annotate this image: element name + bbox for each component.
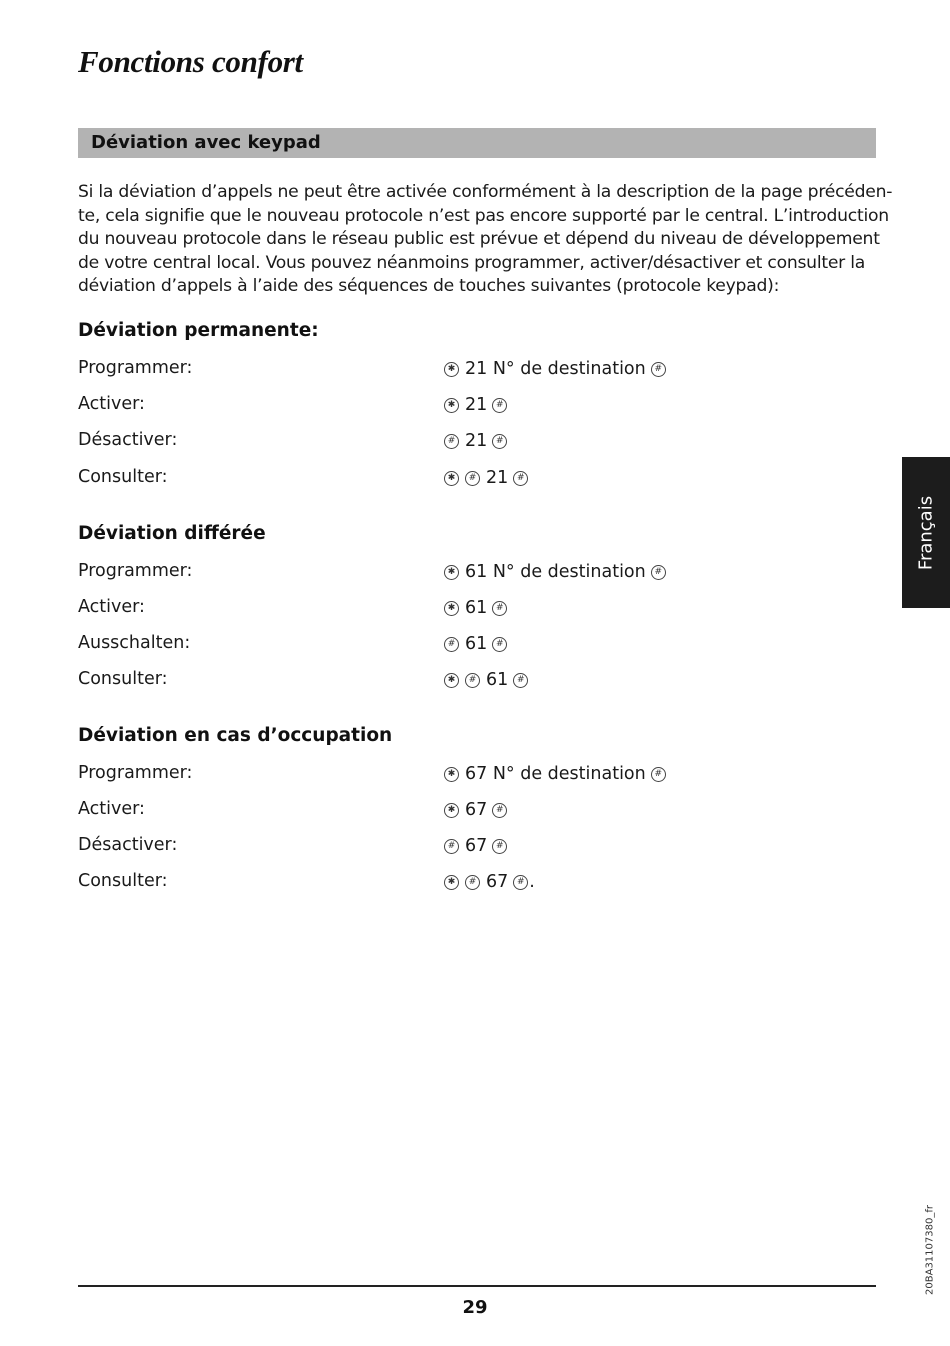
row-label: Programmer: xyxy=(78,358,193,378)
star-key-icon: ✱ xyxy=(444,673,459,688)
row-label: Programmer: xyxy=(78,763,193,783)
key-sequence xyxy=(444,394,507,416)
intro-line: déviation d’appels à l’aide des séquences de touches suivantes (protocole keypad): xyxy=(78,276,780,296)
code-row xyxy=(78,430,778,454)
document-code: 20BA31107380_fr xyxy=(924,1205,936,1295)
hash-key-icon: # xyxy=(444,434,459,449)
star-key-icon: ✱ xyxy=(444,875,459,890)
language-tab-label: Français xyxy=(915,495,937,570)
hash-key-icon: # xyxy=(465,673,480,688)
row-label: Consulter: xyxy=(78,669,168,689)
hash-key-icon: # xyxy=(492,434,507,449)
key-sequence xyxy=(444,669,528,691)
code-row xyxy=(78,597,778,621)
intro-line: te, cela signifie que le nouveau protocole n’est pas encore supporté par le central. L’introduction xyxy=(78,205,889,226)
code-row xyxy=(78,467,778,491)
key-sequence xyxy=(444,633,507,655)
code-row xyxy=(78,763,778,787)
row-label: Activer: xyxy=(78,799,145,819)
star-key-icon: ✱ xyxy=(444,471,459,486)
star-key-icon: ✱ xyxy=(444,565,459,580)
row-label: Désactiver: xyxy=(78,835,178,855)
language-tab xyxy=(902,457,950,608)
hash-key-icon: # xyxy=(492,637,507,652)
intro-line: du nouveau protocole dans le réseau public est prévue et dépend du niveau de développement xyxy=(78,229,880,249)
key-sequence xyxy=(444,871,535,893)
section-title-delayed: Déviation différée xyxy=(78,523,266,544)
row-label: Désactiver: xyxy=(78,430,178,450)
hash-key-icon: # xyxy=(492,398,507,413)
code-row xyxy=(78,799,778,823)
row-label: Activer: xyxy=(78,597,145,617)
code-text: 21 xyxy=(465,431,488,451)
star-key-icon: ✱ xyxy=(444,362,459,377)
code-row xyxy=(78,561,778,585)
code-text: 61 N° de destination xyxy=(465,562,646,582)
star-key-icon: ✱ xyxy=(444,767,459,782)
hash-key-icon: # xyxy=(492,601,507,616)
hash-key-icon: # xyxy=(513,471,528,486)
code-row xyxy=(78,394,778,418)
code-row xyxy=(78,633,778,657)
sequence-period: . xyxy=(529,872,535,892)
key-sequence xyxy=(444,358,666,380)
page-title: Fonctions confort xyxy=(78,44,303,79)
hash-key-icon: # xyxy=(513,673,528,688)
key-sequence xyxy=(444,597,507,619)
code-text: 61 xyxy=(486,670,509,690)
code-text: 67 xyxy=(465,836,488,856)
section-title-busy: Déviation en cas d’occupation xyxy=(78,725,393,746)
row-label: Consulter: xyxy=(78,467,168,487)
hash-key-icon: # xyxy=(651,362,666,377)
code-row xyxy=(78,871,778,895)
key-sequence xyxy=(444,835,507,857)
code-row xyxy=(78,835,778,859)
section-title-permanent: Déviation permanente: xyxy=(78,320,319,341)
hash-key-icon: # xyxy=(444,839,459,854)
code-text: 61 xyxy=(465,598,488,618)
key-sequence xyxy=(444,467,528,489)
code-text: 61 xyxy=(465,634,488,654)
key-sequence xyxy=(444,430,507,452)
page-number: 29 xyxy=(462,1297,488,1318)
code-text: 21 N° de destination xyxy=(465,359,646,379)
hash-key-icon: # xyxy=(444,637,459,652)
hash-key-icon: # xyxy=(651,565,666,580)
intro-line: Si la déviation d’appels ne peut être activée conformément à la description de la page précéden- xyxy=(78,182,893,202)
row-label: Activer: xyxy=(78,394,145,414)
hash-key-icon: # xyxy=(513,875,528,890)
intro-line: de votre central local. Vous pouvez néanmoins programmer, activer/désactiver et consulter la xyxy=(78,252,866,273)
star-key-icon: ✱ xyxy=(444,601,459,616)
code-text: 21 xyxy=(465,395,488,415)
code-text: 67 xyxy=(486,872,509,892)
key-sequence xyxy=(444,561,666,583)
row-label: Programmer: xyxy=(78,561,193,581)
code-text: 67 N° de destination xyxy=(465,764,646,784)
banner-title: Déviation avec keypad xyxy=(91,132,321,153)
intro-paragraph xyxy=(78,181,893,299)
code-row xyxy=(78,669,778,693)
hash-key-icon: # xyxy=(465,471,480,486)
footer-divider xyxy=(78,1285,876,1287)
row-label: Consulter: xyxy=(78,871,168,891)
key-sequence xyxy=(444,763,666,785)
star-key-icon: ✱ xyxy=(444,398,459,413)
section-banner xyxy=(78,128,876,158)
hash-key-icon: # xyxy=(465,875,480,890)
code-text: 67 xyxy=(465,800,488,820)
hash-key-icon: # xyxy=(492,839,507,854)
code-row xyxy=(78,358,778,382)
hash-key-icon: # xyxy=(492,803,507,818)
key-sequence xyxy=(444,799,507,821)
hash-key-icon: # xyxy=(651,767,666,782)
row-label: Ausschalten: xyxy=(78,633,191,653)
star-key-icon: ✱ xyxy=(444,803,459,818)
code-text: 21 xyxy=(486,468,509,488)
